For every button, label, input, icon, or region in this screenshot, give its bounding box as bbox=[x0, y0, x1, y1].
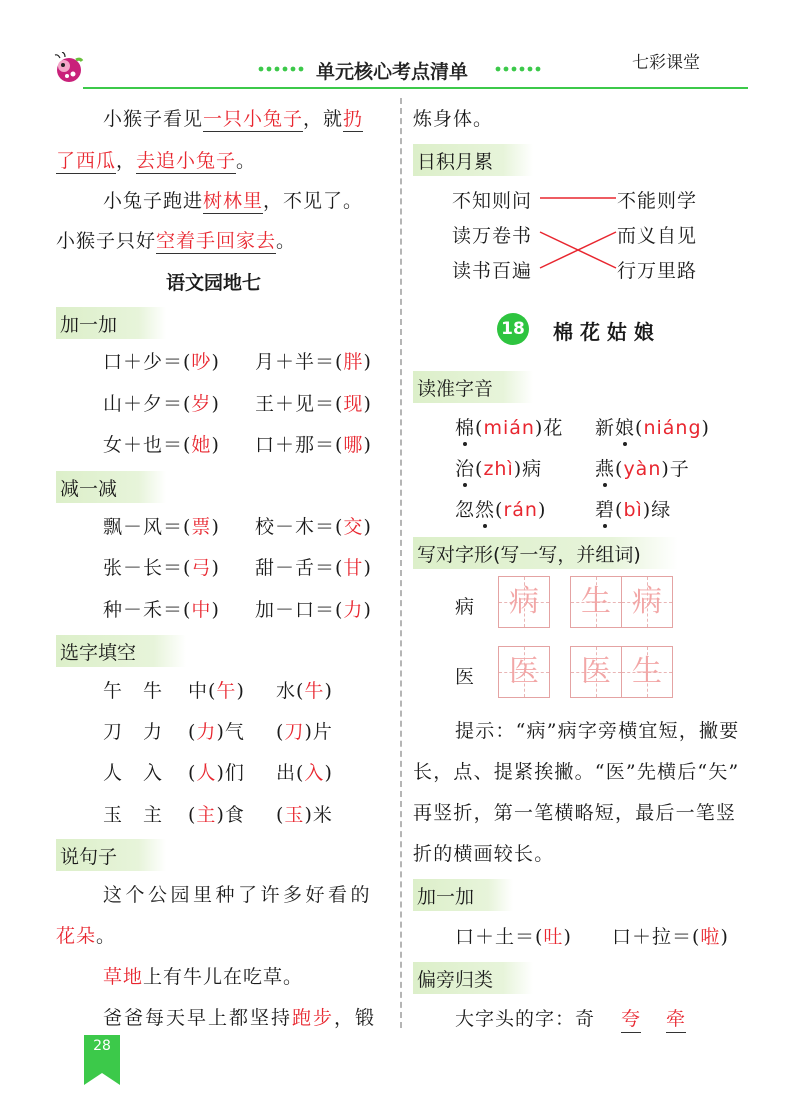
exercise-item: 山＋夕＝(岁) bbox=[103, 393, 220, 415]
label-pronunciation: 读准字音 bbox=[413, 371, 533, 403]
writing-box: 生 bbox=[570, 576, 622, 628]
sentence-line: 爸爸每天早上都坚持跑步，锻 bbox=[103, 1007, 377, 1029]
exercise-item: 月＋半＝(胖) bbox=[255, 351, 372, 373]
answer-blank: 扔 bbox=[343, 108, 364, 130]
lesson-number-badge: 18 bbox=[497, 313, 529, 345]
paragraph-line: 小猴子看见一只小兔子，就扔 bbox=[103, 108, 364, 130]
header-title: 单元核心考点清单 bbox=[316, 61, 469, 83]
exercise-item: 王＋见＝(现) bbox=[255, 393, 372, 415]
answer-blank: 去追小兔子 bbox=[136, 150, 237, 172]
answer-blank: 树林里 bbox=[203, 190, 264, 212]
answer-blank: 空着手回家去 bbox=[156, 230, 277, 252]
match-right-item: 不能则学 bbox=[617, 190, 698, 212]
section-title-garden: 语文园地七 bbox=[166, 272, 262, 294]
writing-box: 病 bbox=[621, 576, 673, 628]
paragraph-line: 小猴子只好空着手回家去。 bbox=[56, 230, 297, 252]
write-char: 医 bbox=[455, 666, 476, 688]
header-brand: 七彩课堂 bbox=[632, 53, 700, 73]
ladybug-logo-icon bbox=[52, 52, 84, 84]
exercise-item: 校－木＝(交) bbox=[255, 516, 372, 538]
label-choose: 选字填空 bbox=[56, 635, 186, 667]
sentence-line: 这个公园里种了许多好看的 bbox=[103, 884, 374, 906]
radical-answer: 夸 bbox=[621, 1004, 641, 1033]
lesson-title: 棉 花 姑 娘 bbox=[553, 320, 654, 344]
pronunciation-item: 忽然(rán) bbox=[455, 499, 547, 521]
match-left-item: 不知则问 bbox=[452, 190, 533, 212]
exercise-item: 口＋少＝(吵) bbox=[103, 351, 220, 373]
paragraph-line: 了西瓜，去追小兔子。 bbox=[56, 150, 257, 172]
exercise-item: 口＋那＝(哪) bbox=[255, 434, 372, 456]
label-write: 写对字形(写一写，并组词) bbox=[413, 537, 678, 569]
tip-line: 折的横画较长。 bbox=[413, 843, 555, 865]
writing-box: 医 bbox=[498, 646, 550, 698]
radical-answer: 牵 bbox=[666, 1004, 686, 1033]
sentence-line: 草地上有牛儿在吃草。 bbox=[103, 966, 304, 988]
choose-pair: 玉 主 bbox=[103, 804, 164, 826]
label-add-2: 加一加 bbox=[413, 879, 513, 911]
answer-blank: 一只小兔子 bbox=[203, 108, 304, 130]
pronunciation-item: 新娘(niáng) bbox=[595, 417, 710, 439]
exercise-item: 种－禾＝(中) bbox=[103, 599, 220, 621]
header-rule bbox=[83, 87, 748, 89]
exercise-item: 加－口＝(力) bbox=[255, 599, 372, 621]
pronunciation-item: 棉(mián)花 bbox=[455, 417, 564, 439]
header-dots-right bbox=[495, 66, 545, 72]
match-right-item: 行万里路 bbox=[617, 260, 698, 282]
label-accumulate: 日积月累 bbox=[413, 144, 533, 176]
sentence-line: 花朵。 bbox=[56, 925, 117, 947]
choose-answer: (玉)米 bbox=[276, 804, 333, 826]
exercise-item: 口＋土＝(吐) bbox=[455, 926, 572, 948]
page-number: 28 bbox=[93, 1038, 111, 1054]
label-subtract: 减一减 bbox=[56, 471, 166, 503]
write-char: 病 bbox=[455, 596, 476, 618]
choose-answer: (主)食 bbox=[188, 804, 245, 826]
label-sentence: 说句子 bbox=[56, 839, 166, 871]
label-add: 加一加 bbox=[56, 307, 166, 339]
choose-pair: 人 入 bbox=[103, 762, 164, 784]
choose-answer: 水(牛) bbox=[276, 680, 333, 702]
exercise-item: 甜－舌＝(甘) bbox=[255, 557, 372, 579]
paragraph-line: 炼身体。 bbox=[413, 108, 494, 130]
radical-line: 大字头的字：奇 bbox=[455, 1008, 596, 1030]
column-divider bbox=[400, 98, 402, 1028]
pronunciation-item: 碧(bì)绿 bbox=[595, 499, 672, 521]
match-right-item: 而义自见 bbox=[617, 225, 698, 247]
tip-line: 提示：“病”病字旁横宜短，撇要 bbox=[455, 720, 740, 742]
choose-answer: 中(午) bbox=[188, 680, 245, 702]
writing-box: 医 bbox=[570, 646, 622, 698]
writing-box: 生 bbox=[621, 646, 673, 698]
matching-lines bbox=[536, 190, 620, 280]
label-radical: 偏旁归类 bbox=[413, 962, 533, 994]
exercise-item: 飘－风＝(票) bbox=[103, 516, 220, 538]
choose-answer: (人)们 bbox=[188, 762, 245, 784]
header-dots-left bbox=[258, 66, 308, 72]
answer-blank: 了西瓜 bbox=[56, 150, 117, 172]
choose-answer: 出(入) bbox=[276, 762, 333, 784]
pronunciation-item: 治(zhì)病 bbox=[455, 458, 543, 480]
choose-answer: (力)气 bbox=[188, 721, 245, 743]
exercise-item: 张－长＝(弓) bbox=[103, 557, 220, 579]
tip-line: 再竖折，第一笔横略短，最后一笔竖 bbox=[413, 802, 737, 824]
exercise-item: 口＋拉＝(啦) bbox=[612, 926, 729, 948]
writing-box: 病 bbox=[498, 576, 550, 628]
choose-pair: 午 牛 bbox=[103, 680, 164, 702]
exercise-item: 女＋也＝(她) bbox=[103, 434, 220, 456]
match-left-item: 读万卷书 bbox=[452, 225, 533, 247]
choose-answer: (刀)片 bbox=[276, 721, 333, 743]
match-left-item: 读书百遍 bbox=[452, 260, 533, 282]
paragraph-line: 小兔子跑进树林里，不见了。 bbox=[103, 190, 364, 212]
tip-line: 长，点、提紧挨撇。“医”先横后“矢” bbox=[413, 761, 740, 783]
pronunciation-item: 燕(yàn)子 bbox=[595, 458, 690, 480]
choose-pair: 刀 力 bbox=[103, 721, 164, 743]
